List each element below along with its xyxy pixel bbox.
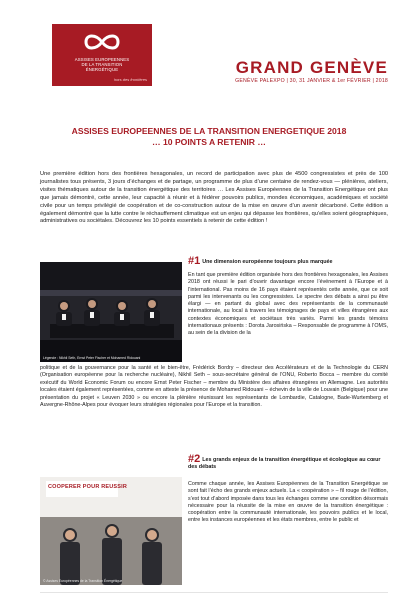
brand-title: GRAND GENÈVE: [235, 58, 388, 77]
logo-tagline: hors des frontières: [113, 77, 147, 82]
intro-paragraph: Une première édition hors des frontières hexagonales, un record de participation avec plus de 4500 congressistes et près de 100 journalistes tous présents, 3 jours d’échanges et de partage, un programme de plus d’une centaine de rendez-vous — plénières, ateliers, visites thématiques autour de la transition énergétique des territoires … Les Assises Européennes de la Transition Energétique ont plus que jamais démontré, cette année, leur capacité à réunir et à fédérer pouvoirs publics, mondes économiques, académiques et société civile pour un temps privilégié de coopération et de co-construction autour de la mise en œuvre d’un avenir décarboné. Cette édition a également démontré que la lutte contre le réchauffement climatique est un enjeu qui dépasse les frontières, qu’elles soient géographiques, administratives ou sociétales. Découvrez les 10 points essentiels à retenir de cette édition !: [40, 171, 388, 225]
headline-line: ASSISES EUROPEENNES DE LA TRANSITION ENERGETIQUE 2018: [71, 126, 347, 136]
infinity-logo-icon: [76, 32, 128, 52]
logo-line: DE LA TRANSITION: [81, 62, 123, 68]
section-1-body: En tant que première édition organisée hors des frontières hexagonales, les Assises 2018 ont réussi le pari d’ouvrir davantage encore l’événement à l’Europe et à l’international. Pas moins de 16 pays étaient représentés cette année, que ce soit parmi les intervenants ou les congressistes. Le spectre des débats a ainsi pu être élargi — en partant du global avec des représentants de la communauté internationale, au local à travers les témoignages de pays et villes étrangères aux contextes économiques et sociétaux très variés. Parmi les grands témoins internationaux présents : Dorota Jarosińska – Responsable de programme à l’OMS, au sein de la division de la: [188, 272, 388, 337]
booth-banner: COOPERER POUR REUSSIR: [48, 484, 128, 490]
section-number: #1: [188, 255, 201, 267]
page-headline: [30, 126, 388, 148]
section-number: #2: [188, 453, 201, 465]
headline-line: … 10 POINTS A RETENIR …: [152, 137, 266, 147]
logo-line: ASSISES EUROPEENNES: [74, 57, 130, 62]
section-1-photo: [40, 262, 182, 362]
section-2-heading: [188, 453, 388, 470]
logo-text: [58, 57, 146, 73]
photo-caption: © Assises Européennes de la Transition Énergétique: [43, 579, 123, 583]
section-title: Les grands enjeux de la transition énergétique et écologique au cœur des débats: [188, 457, 381, 470]
section-2-photo: [40, 477, 182, 585]
photo-caption: Légende : Nikhil Seth, Ernst Peter Fischer et Mohamed Ridouani: [43, 356, 141, 360]
logo-line: ÉNERGÉTIQUE: [85, 67, 119, 73]
section-1-heading: [188, 255, 388, 267]
conference-panel-image: [40, 262, 182, 362]
expo-booth-image: [40, 477, 182, 585]
section-title: Une dimension européenne toujours plus marquée: [202, 259, 333, 265]
event-logo: [52, 24, 152, 86]
footer-divider: [40, 592, 388, 593]
section-2-body: Comme chaque année, les Assises Européennes de la Transition Energétique se sont fait l’écho des grands enjeux actuels. La « coopération » – fil rouge de l’édition, s’est tout d’abord imposée dans tous les échanges comme une condition désormais nécessaire pour la réussite de la mise en œuvre de la transition énergétique : coopération entre la communauté internationale, les pouvoirs publics et le local, entre les instances européennes et les états membres, entre le public et: [188, 481, 388, 524]
section-1-body-continued: politique et de la gouvernance pour la santé et le bien-être, Frédérick Bordry – directeur des Accélérateurs et de la Technologie du CERN (Organisation européenne pour la recherche nucléaire), Nikhil Seth – sous-secrétaire général de l’ONU, Roberto Bocca – membre du comité exécutif du World Economic Forum ou encore Ernst Peter Fischer – membre du Ministère des affaires étrangères en Allemagne. Les autorités locales étaient également représentées, comme en atteste la présence de Mohamed Ridouani – échevin de la ville de Louvain (Belgique) pour une présentation du projet « Leuven 2030 » ou encore la plénière réunissant les représentants de Lombardie, Catalogne, Bade-Wurtemberg et Auvergne-Rhône-Alpes pour évoquer leurs stratégies régionales pour l’Europe et la transition.: [40, 365, 388, 409]
brand-subtitle: GENÈVE PALEXPO | 30, 31 JANVIER & 1er FÉVRIER | 2018: [235, 78, 388, 84]
